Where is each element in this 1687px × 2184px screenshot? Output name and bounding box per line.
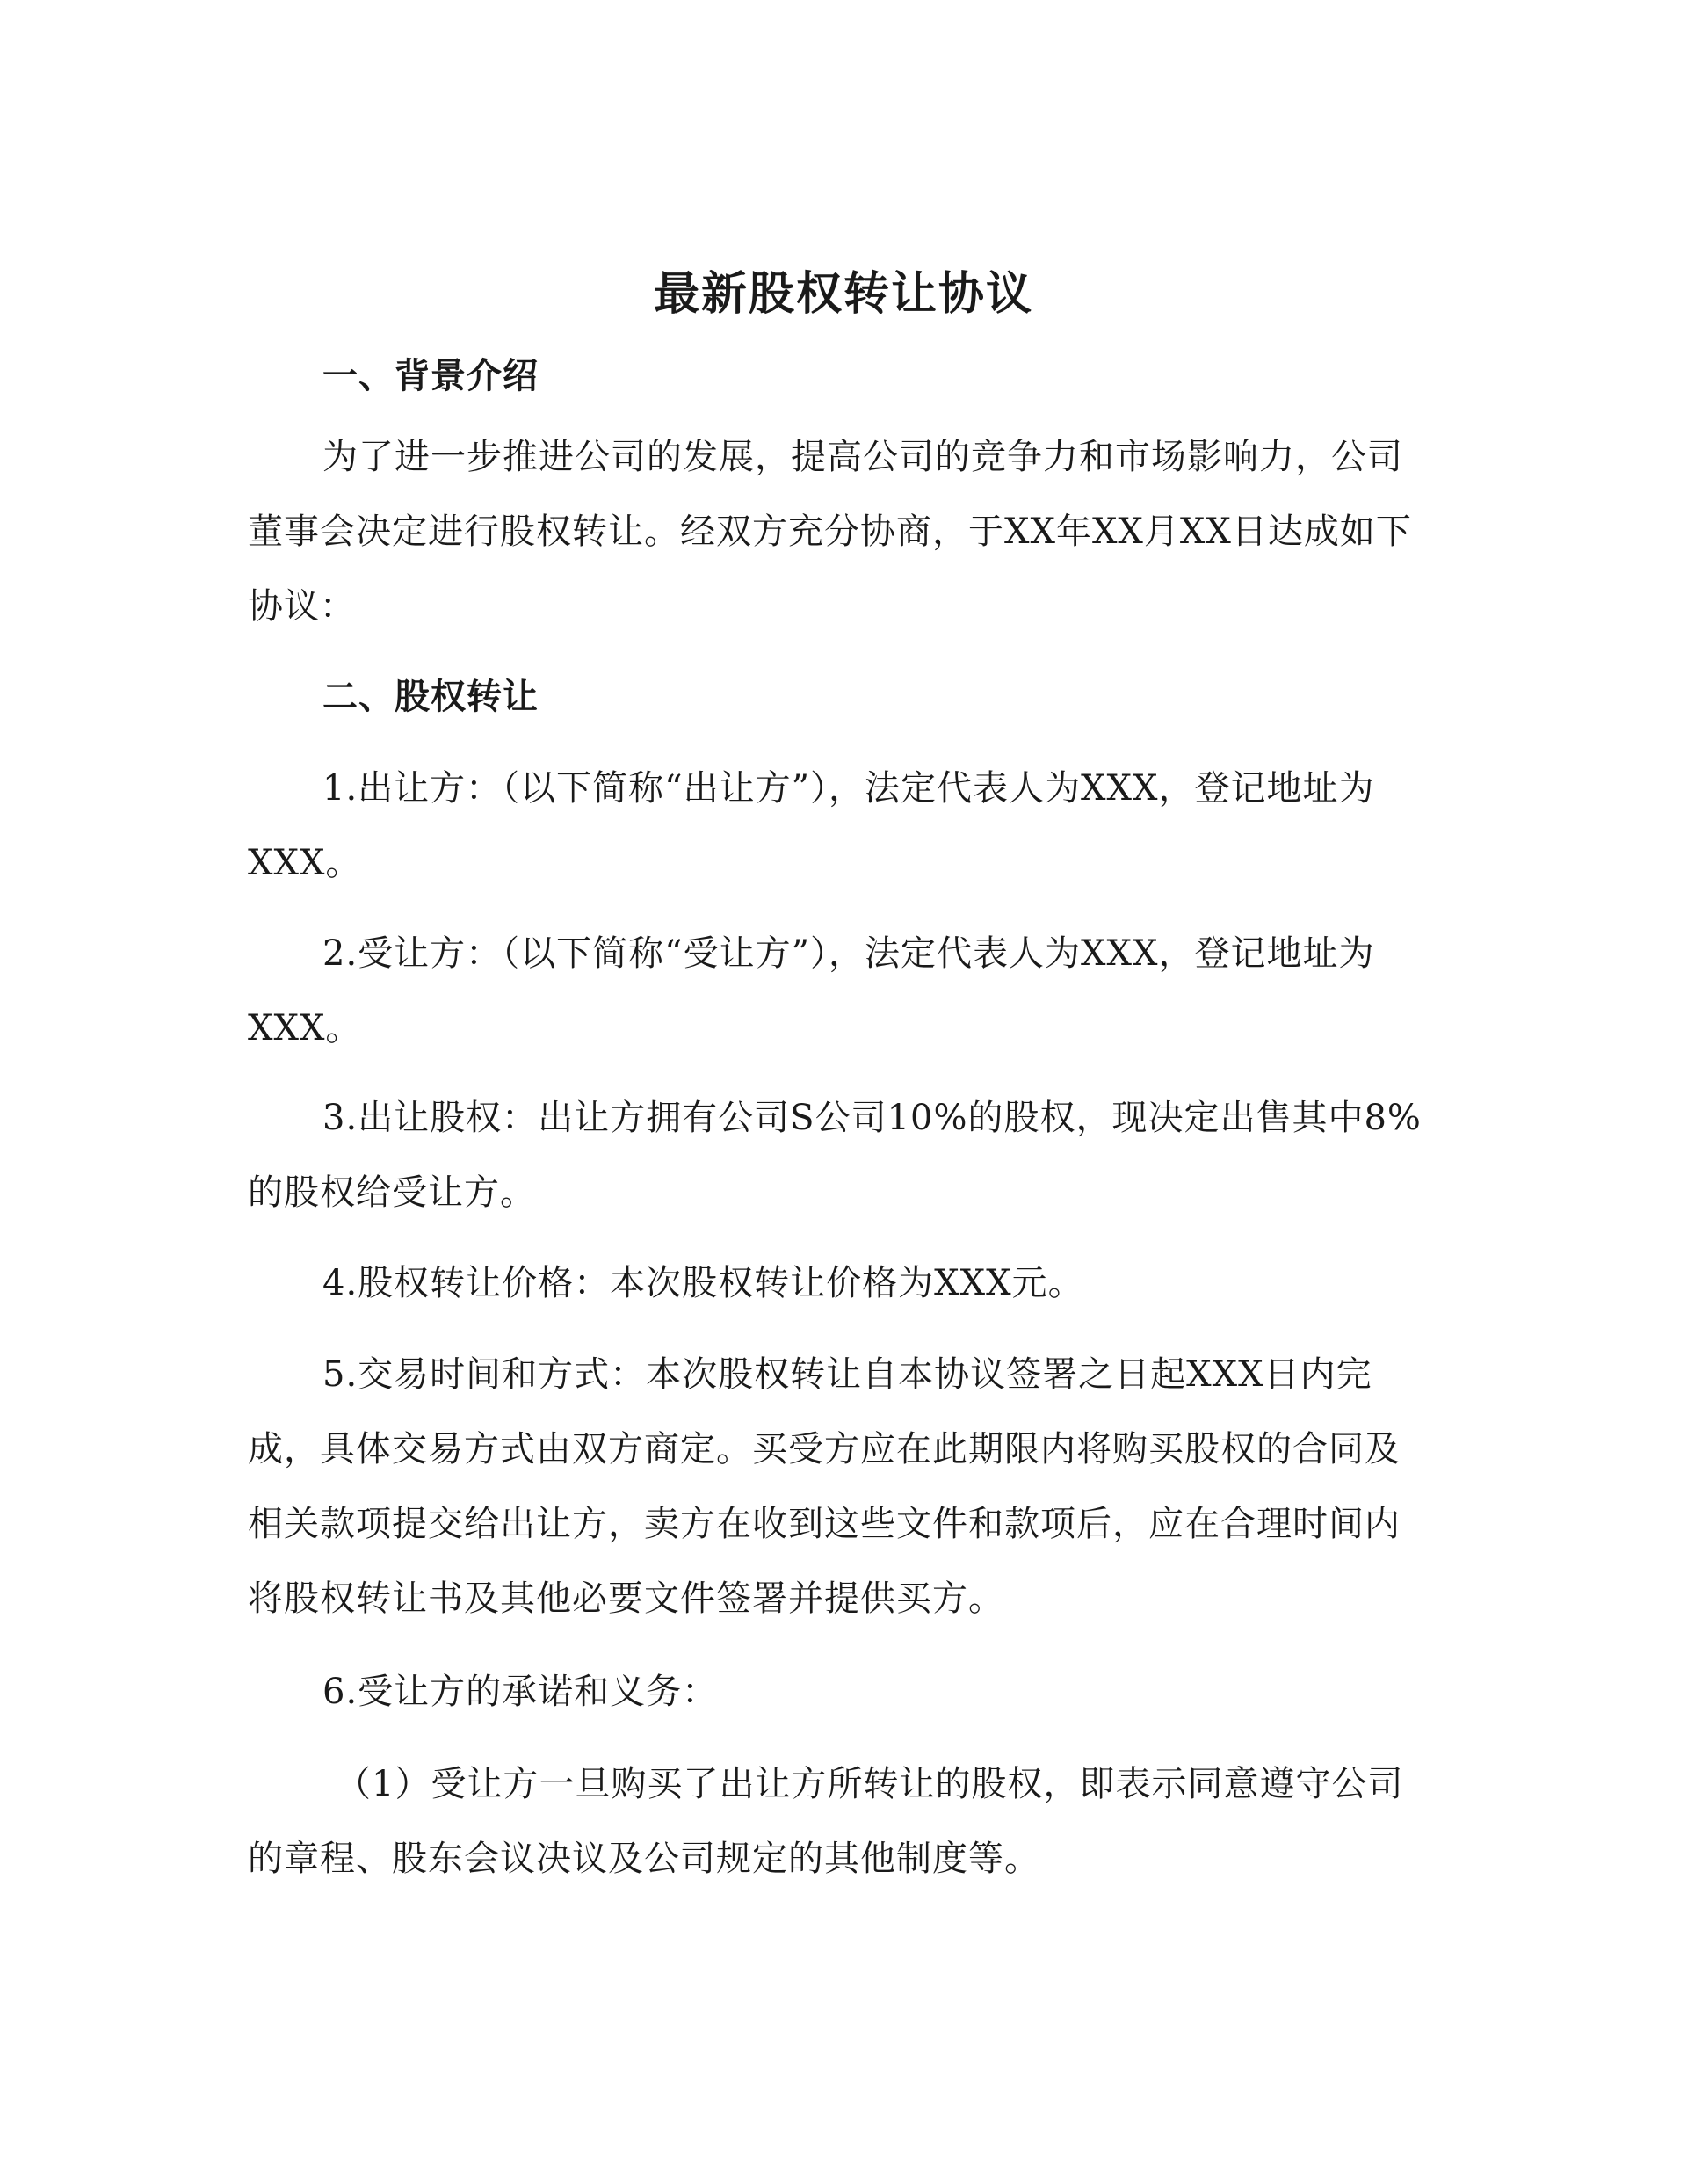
paragraph-obligation-1: （1）受让方一旦购买了出让方所转让的股权，即表示同意遵守公司的章程、股东会议决议及公司规定的其他制度等。 <box>248 1764 1404 1879</box>
paragraph-transferor: 1.出让方：（以下简称“出让方”），法定代表人为XXX，登记地址为XXX。 <box>248 768 1375 883</box>
paragraph-transfer-price: 4.股权转让价格：本次股权转让价格为XXX元。 <box>322 1263 1084 1303</box>
paragraph-transaction-time: 5.交易时间和方式：本次股权转让自本协议签署之日起XXX日内完成，具体交易方式由双方商定。买受方应在此期限内将购买股权的合同及相关款项提交给出让方，卖方在收到这些文件和款项后，应在合理时间内将股权转让书及其他必要文件签署并提供买方。 <box>248 1354 1401 1619</box>
document-title: 最新股权转让协议 <box>653 267 1033 321</box>
section-heading-background: 一、背景介绍 <box>322 355 539 396</box>
paragraph-transferee: 2.受让方：（以下简称“受让方”），法定代表人为XXX，登记地址为XXX。 <box>248 933 1375 1048</box>
paragraph-background: 为了进一步推进公司的发展，提高公司的竞争力和市场影响力，公司董事会决定进行股权转让。经双方充分协商，于XX年XX月XX日达成如下协议： <box>248 437 1412 627</box>
section-heading-equity-transfer: 二、股权转让 <box>322 676 539 717</box>
paragraph-transferred-equity: 3.出让股权：出让方拥有公司S公司10%的股权，现决定出售其中8%的股权给受让方。 <box>248 1098 1422 1213</box>
paragraph-transferee-obligations: 6.受让方的承诺和义务： <box>322 1672 719 1712</box>
